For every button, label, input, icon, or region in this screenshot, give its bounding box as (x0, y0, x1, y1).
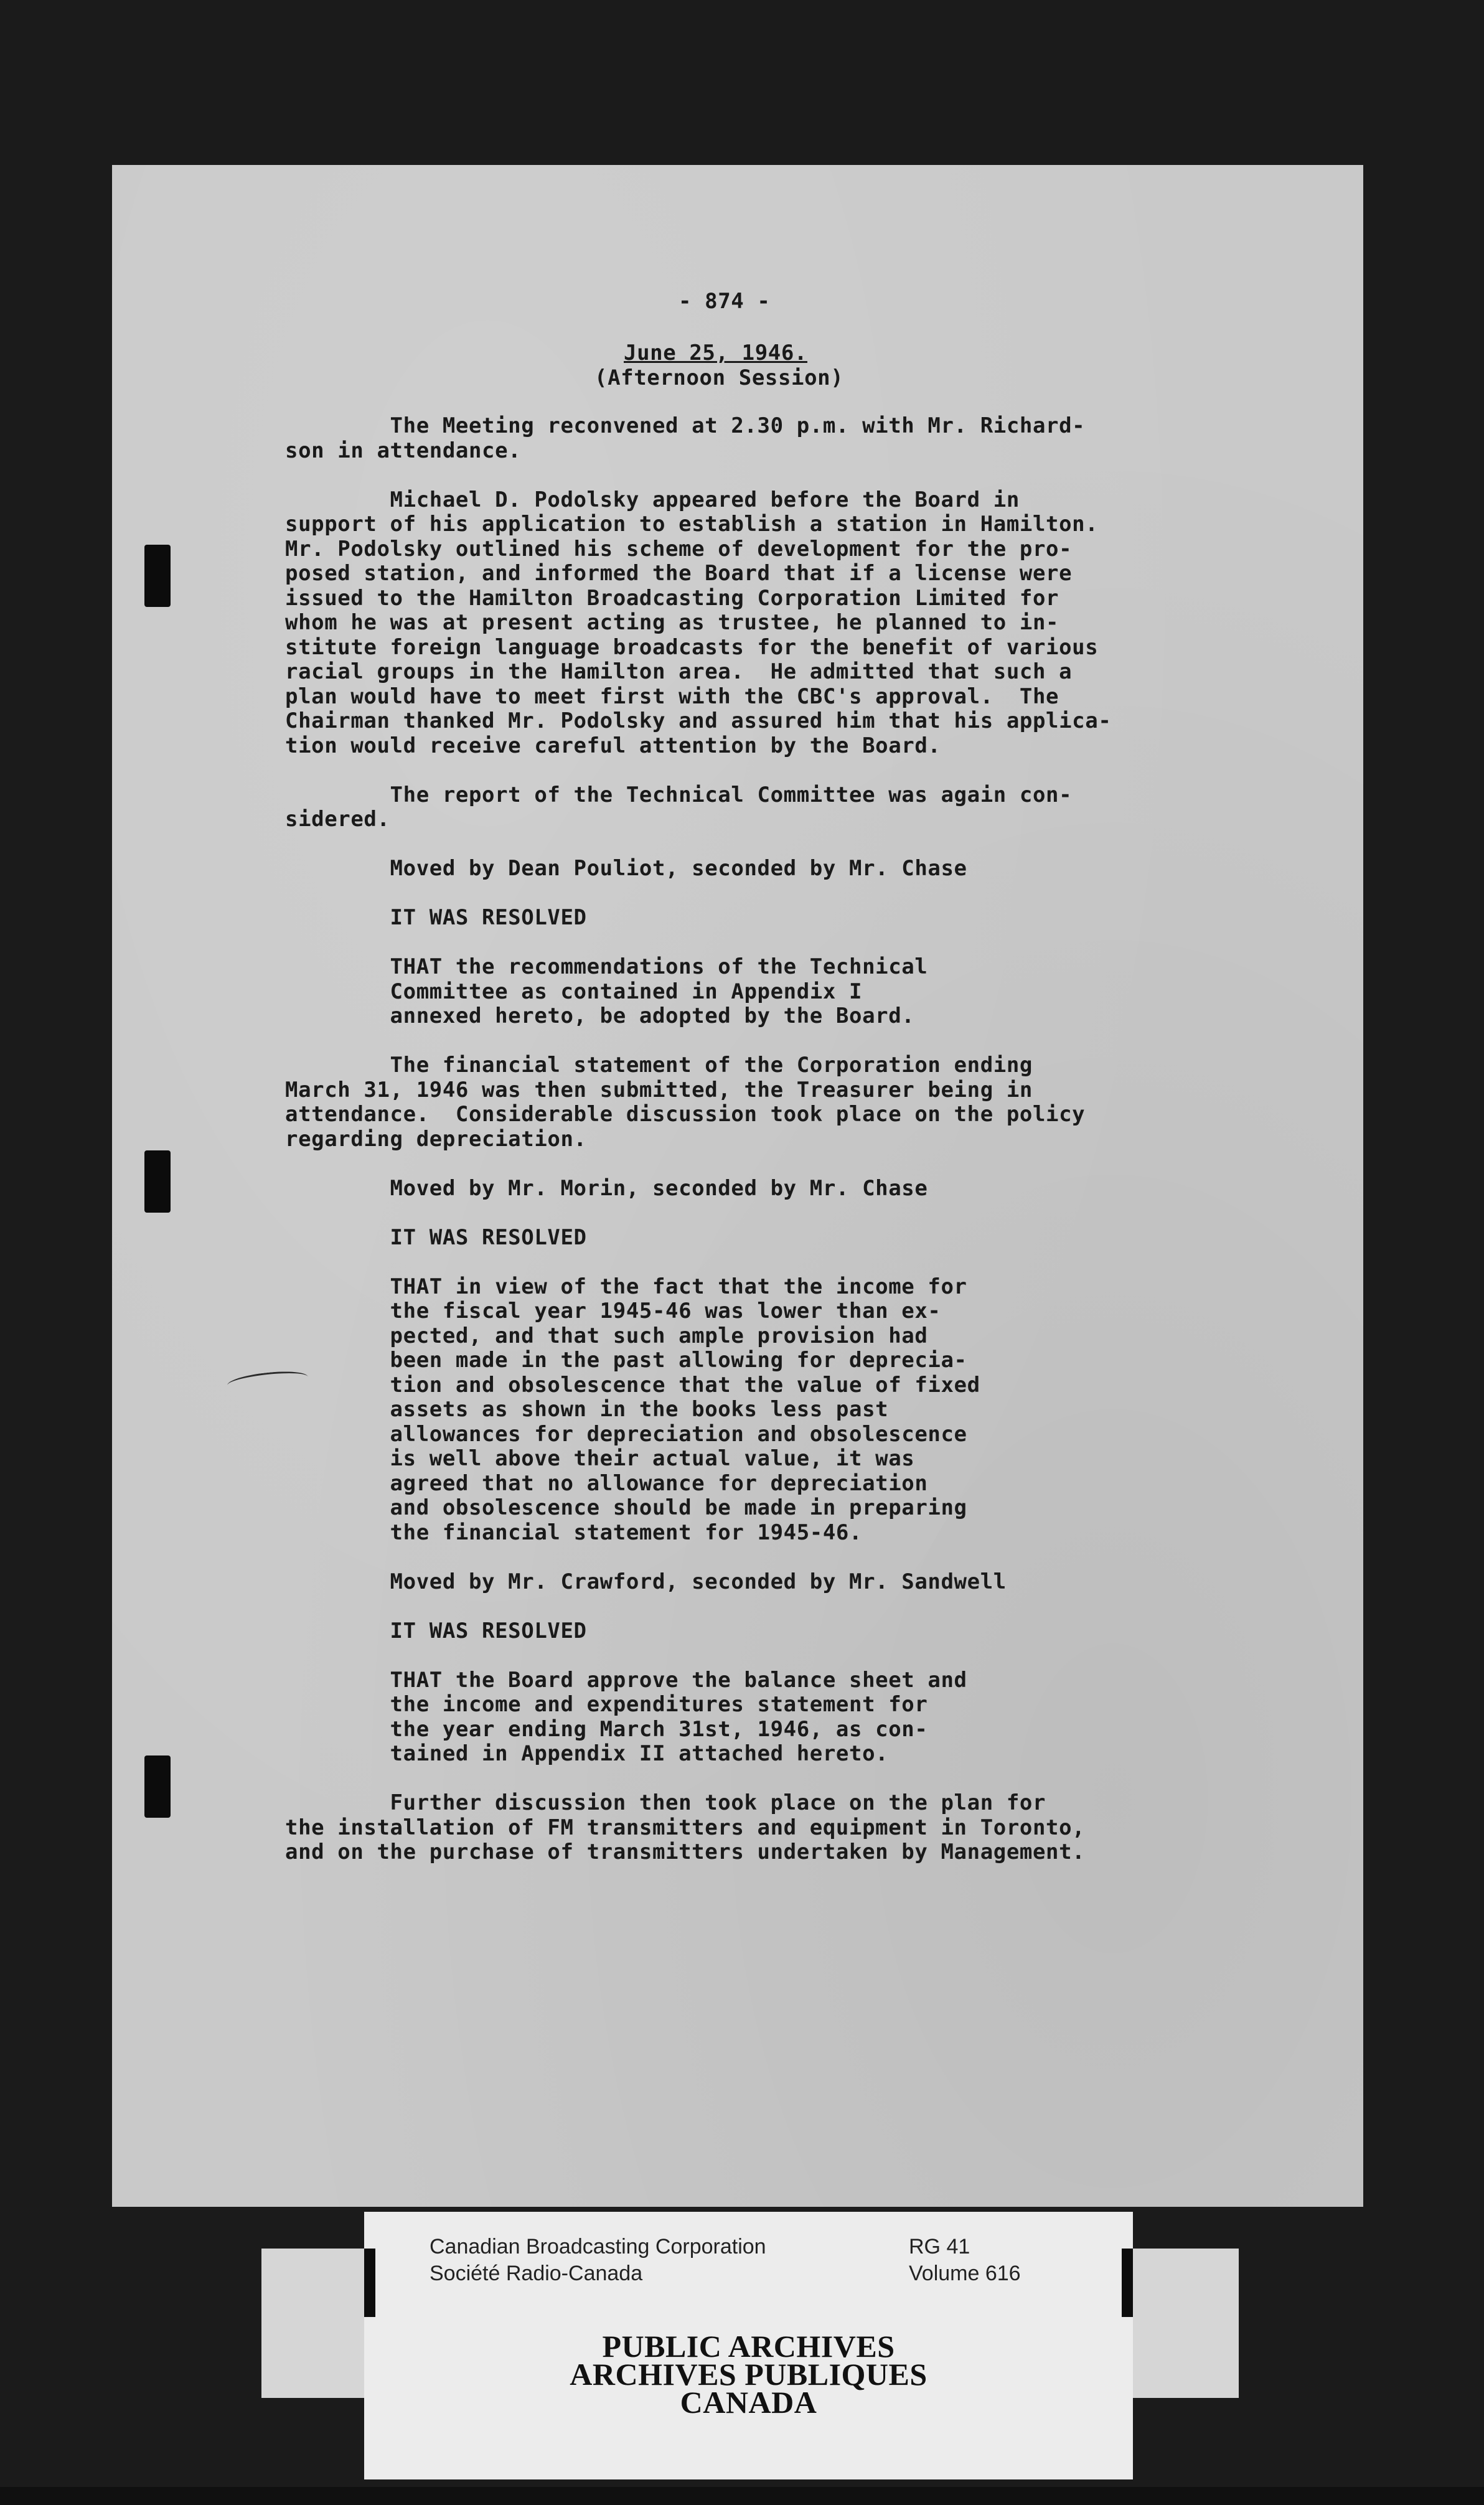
minutes-line: sidered. (285, 807, 390, 832)
minutes-line: The financial statement of the Corporation ending (285, 1053, 1033, 1078)
minutes-line: allowances for depreciation and obsolescence (285, 1421, 967, 1447)
minutes-line: attendance. Considerable discussion took place on the policy (285, 1102, 1086, 1127)
stamp-canada: CANADA (680, 2385, 817, 2420)
minutes-line: assets as shown in the books less past (285, 1397, 889, 1422)
label-agency-en: Canadian Broadcasting Corporation (430, 2235, 766, 2258)
minutes-line: the fiscal year 1945-46 was lower than ex- (285, 1299, 941, 1323)
minutes-line: The Meeting reconvened at 2.30 p.m. with Mr. Richard- (285, 413, 1086, 438)
stamp-public-archives: PUBLIC ARCHIVES (602, 2329, 895, 2364)
minutes-line: whom he was at present acting as trustee, he planned to in- (285, 610, 1059, 635)
punch-hole-middle (144, 1150, 171, 1213)
label-notch-left (364, 2249, 375, 2317)
minutes-line: tion and obsolescence that the value of fixed (285, 1372, 980, 1398)
minutes-line: is well above their actual value, it was (285, 1446, 915, 1471)
minutes-line: agreed that no allowance for depreciation (285, 1470, 928, 1496)
label-agency-fr: Société Radio-Canada (430, 2262, 643, 2285)
minutes-line: IT WAS RESOLVED (285, 1224, 587, 1250)
minutes-line: Chairman thanked Mr. Podolsky and assured him that his applica- (285, 708, 1112, 733)
label-tab-right (1133, 2249, 1239, 2398)
minutes-line: stitute foreign language broadcasts for the benefit of various (285, 634, 1099, 660)
minutes-line: March 31, 1946 was then submitted, the Treasurer being in (285, 1077, 1033, 1102)
label-tab-left (261, 2249, 367, 2398)
page-number: - 874 - (679, 289, 771, 314)
minutes-line: THAT the recommendations of the Technical (285, 954, 928, 979)
minutes-line: Moved by Mr. Crawford, seconded by Mr. Sandwell (285, 1569, 1007, 1594)
label-volume: Volume 616 (909, 2262, 1021, 2285)
minutes-line: Moved by Mr. Morin, seconded by Mr. Chase (285, 1175, 928, 1201)
minutes-line: the installation of FM transmitters and equipment in Toronto, (285, 1815, 1086, 1840)
minutes-line: racial groups in the Hamilton area. He admitted that such a (285, 659, 1073, 684)
minutes-line: plan would have to meet first with the CBC's approval. The (285, 684, 1059, 709)
minutes-line: Mr. Podolsky outlined his scheme of development for the pro- (285, 536, 1073, 562)
minutes-line: tion would receive careful attention by the Board. (285, 733, 941, 758)
minutes-line: Michael D. Podolsky appeared before the Board in (285, 487, 1020, 512)
minutes-line: Committee as contained in Appendix I (285, 979, 863, 1004)
minutes-line: pected, and that such ample provision had (285, 1323, 928, 1348)
film-edge (0, 2487, 1484, 2505)
minutes-line: annexed hereto, be adopted by the Board. (285, 1003, 915, 1028)
minutes-line: issued to the Hamilton Broadcasting Corporation Limited for (285, 585, 1059, 611)
minutes-line: and on the purchase of transmitters undertaken by Management. (285, 1840, 1086, 1864)
minutes-line: the year ending March 31st, 1946, as con- (285, 1716, 928, 1742)
minutes-line: posed station, and informed the Board that if a license were (285, 561, 1073, 586)
minutes-line: and obsolescence should be made in preparing (285, 1495, 967, 1520)
minutes-line: support of his application to establish a station in Hamilton. (285, 512, 1099, 537)
minutes-line: THAT in view of the fact that the income for (285, 1274, 967, 1299)
minutes-line: The report of the Technical Committee was again con- (285, 782, 1073, 807)
punch-hole-bottom (144, 1755, 171, 1818)
minutes-line: Moved by Dean Pouliot, seconded by Mr. Chase (285, 856, 967, 881)
minutes-line: the income and expenditures statement for (285, 1692, 928, 1717)
stamp-archives-publiques: ARCHIVES PUBLIQUES (570, 2357, 928, 2392)
label-notch-right (1122, 2249, 1133, 2317)
minutes-line: tained in Appendix II attached hereto. (285, 1741, 889, 1766)
minutes-line: THAT the Board approve the balance sheet and (285, 1667, 967, 1693)
minutes-line: IT WAS RESOLVED (285, 905, 587, 930)
minutes-line: son in attendance. (285, 438, 522, 463)
minutes-line: Further discussion then took place on the plan for (285, 1790, 1046, 1815)
label-record-group: RG 41 (909, 2235, 970, 2258)
session-label: (Afternoon Session) (594, 365, 844, 390)
meeting-date: June 25, 1946. (624, 341, 807, 365)
minutes-line: the financial statement for 1945-46. (285, 1520, 863, 1545)
punch-hole-top (144, 545, 171, 607)
minutes-line: been made in the past allowing for deprecia- (285, 1348, 967, 1373)
minutes-line: regarding depreciation. (285, 1126, 587, 1152)
minutes-line: IT WAS RESOLVED (285, 1618, 587, 1643)
